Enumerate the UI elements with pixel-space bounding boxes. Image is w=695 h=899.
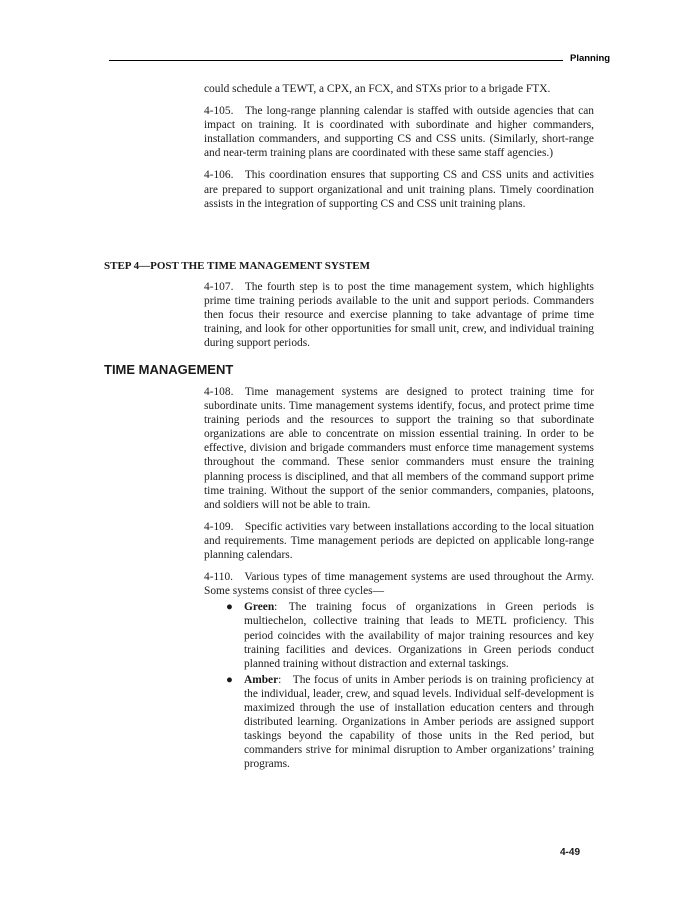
paragraph-4-109: 4-109. Specific activities vary between installations according to the local situation and requirements. Time management periods are depicted on applicable long-range planning calendars. xyxy=(204,520,594,562)
heading-time-management: TIME MANAGEMENT xyxy=(104,362,234,377)
term-separator: : xyxy=(274,601,289,614)
running-head: Planning xyxy=(570,53,611,64)
bullet-icon: ● xyxy=(226,601,233,614)
cycle-list xyxy=(204,600,594,771)
list-item-text: The training focus of organizations in Green periods is multiechelon, collective training that leads to METL proficiency. This period coincides with the availability of major training resources and key training facilities and devices. Organizations in Green periods conduct planned training without distraction and external taskings. xyxy=(244,601,594,670)
body-column-time-management xyxy=(204,385,594,773)
header-rule xyxy=(109,60,563,61)
heading-step-4: STEP 4—POST THE TIME MANAGEMENT SYSTEM xyxy=(104,260,370,272)
term-separator: : xyxy=(278,673,293,686)
page-number: 4-49 xyxy=(560,847,581,858)
list-item-amber xyxy=(204,673,594,772)
paragraph-4-108: 4-108. Time management systems are designed to protect training time for subordinate units. Time management systems identify, focus, and protect prime time training periods and the resources to support the training so that subordinate organizations are able to concentrate on mission essential training. In order to be effective, division and brigade commanders must enforce time management systems throughout the command. These senior commanders must ensure the training planning process is disciplined, and that all members of the command support prime time training. Without the support of the senior commanders, companies, platoons, and soldiers will not be able to train. xyxy=(204,386,594,511)
term-green: Green xyxy=(244,601,275,614)
term-amber: Amber xyxy=(244,673,279,686)
list-item-text: The focus of units in Amber periods is on training proficiency at the individual, leader, crew, and squad levels. Individual self-development is maximized through the use of installation education centers and through distributed learning. Organizations in Amber periods are assigned support taskings beyond the capability of those units in the Red period, but commanders strive for minimal disruption to Amber organizations’ training programs. xyxy=(244,673,594,771)
paragraph-continued: could schedule a TEWT, a CPX, an FCX, and STXs prior to a brigade FTX. xyxy=(204,83,551,95)
paragraph-4-105: 4-105. The long-range planning calendar is staffed with outside agencies that can impact on training. It is coordinated with subordinate and higher commanders, installation commanders, and supporting CS and CSS units. (Similarly, short-range and near-term training plans are coordinated with these same staff agencies.) xyxy=(204,105,594,160)
list-item-green xyxy=(204,600,594,670)
paragraph-4-106: 4-106. This coordination ensures that supporting CS and CSS units and activities are prepared to support organizational and unit training plans. Timely coordination assists in the integration of supporting CS and CSS unit training plans. xyxy=(204,169,594,210)
paragraph-4-107: 4-107. The fourth step is to post the time management system, which highlights prime time training periods available to the unit and support periods. Commanders then focus their resource and exercise planning to take advantage of prime time training, and look for other opportunities for small unit, crew, and individual training during support periods. xyxy=(204,281,594,350)
body-column-top xyxy=(204,82,594,219)
body-column-step4 xyxy=(204,280,594,358)
bullet-icon: ● xyxy=(226,673,233,686)
paragraph-4-110: 4-110. Various types of time management systems are used throughout the Army. Some systems consist of three cycles— xyxy=(204,571,594,598)
